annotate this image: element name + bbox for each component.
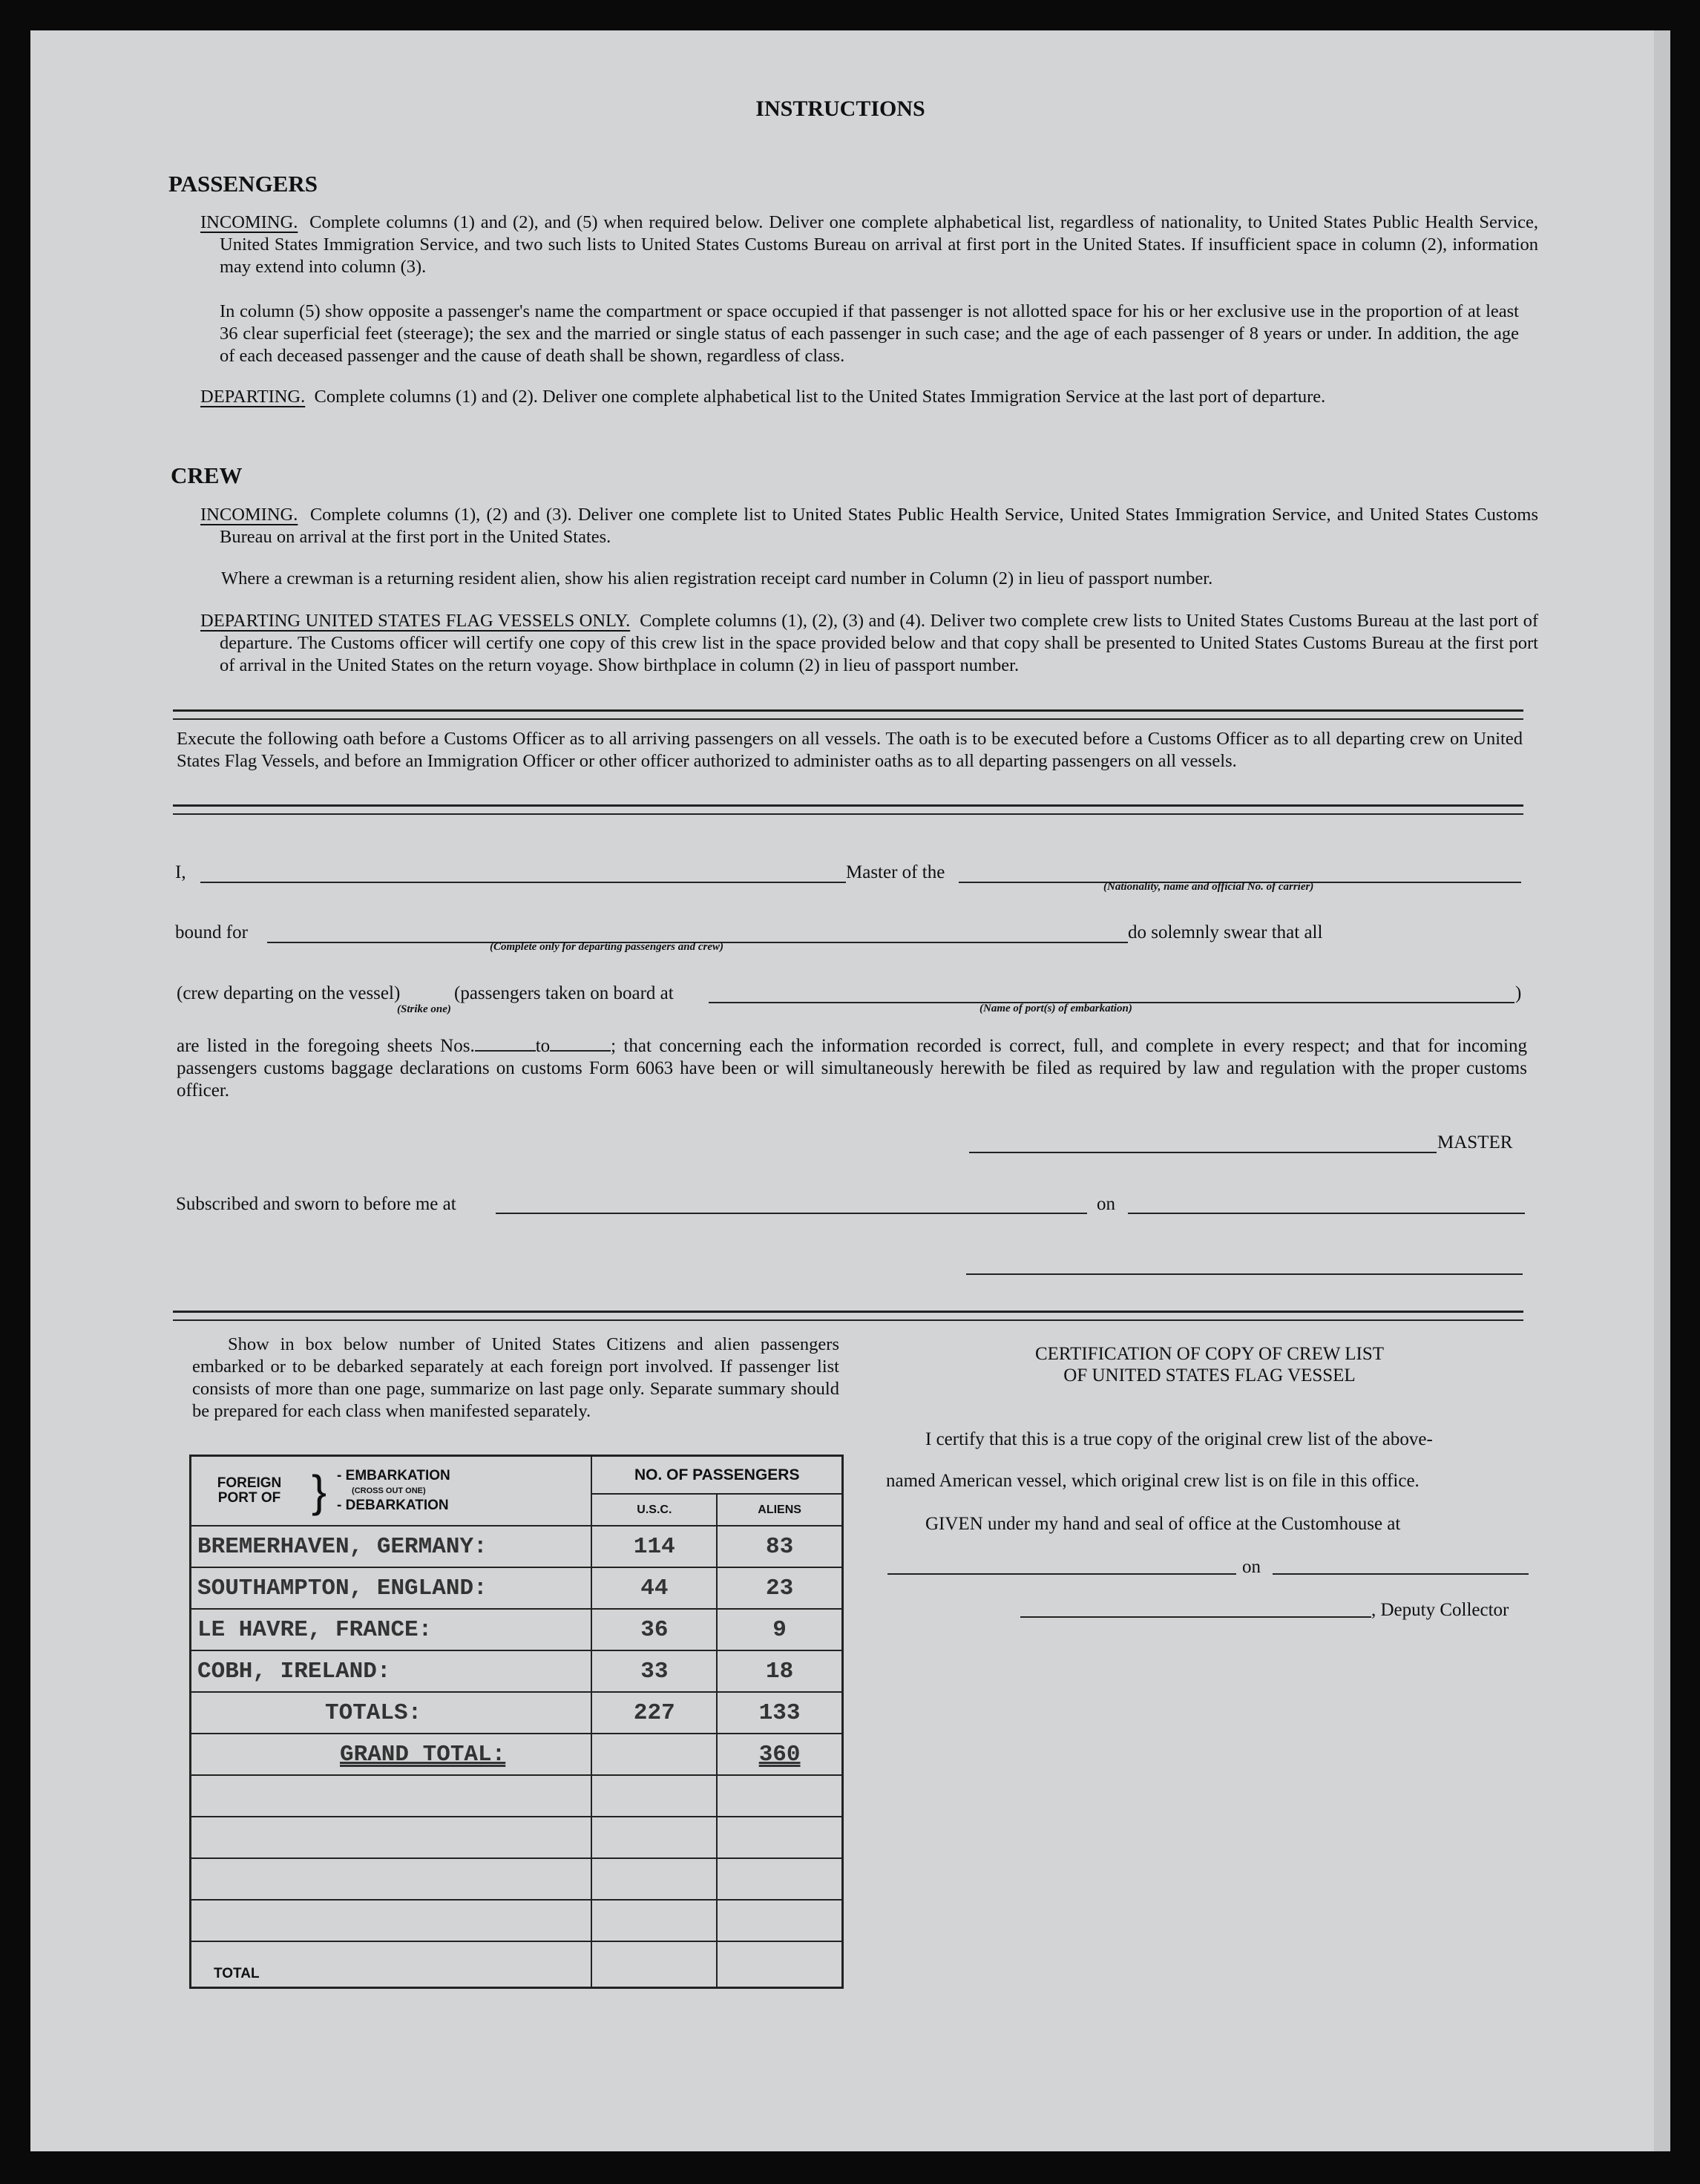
port-cell: SOUTHAMPTON, ENGLAND: (191, 1567, 592, 1609)
total-label: TOTAL (191, 1941, 592, 1988)
crew-departing-text: Complete columns (1), (2), (3) and (4). Deliver two complete crew lists to United States Customs Bureau at the last port of departure. The Customs officer will certify one copy of this crew list in the space provided below and that copy shall be presented to United States Customs Bureau at the first port of arrival in the United States on the return voyage. Show birthplace in column (2) in lieu of passport number. (220, 611, 1538, 675)
aliens-cell: 23 (717, 1567, 842, 1609)
swear-label: do solemnly swear that all (1128, 922, 1323, 942)
table-row (191, 1526, 843, 1567)
grand-total-label: GRAND TOTAL: (191, 1734, 592, 1775)
table-row (191, 1567, 843, 1609)
master-label: MASTER (1437, 1132, 1513, 1152)
total-row (191, 1941, 843, 1988)
bound-for-label: bound for (175, 922, 248, 942)
totals-row (191, 1692, 843, 1734)
crew-departing-label: DEPARTING UNITED STATES FLAG VESSELS ONLY. (200, 611, 631, 631)
usc-cell: 33 (591, 1650, 717, 1692)
certification-title (890, 1343, 1529, 1386)
subscribed-label: Subscribed and sworn to before me at (176, 1194, 456, 1214)
crew-incoming-text: Complete columns (1), (2) and (3). Deliver one complete list to United States Public Health Service, United States Immigration Service, and United States Customs Bureau on arrival at the first port in the United States. (220, 505, 1539, 547)
brace-icon: } (312, 1466, 327, 1516)
usc-cell: 36 (591, 1609, 717, 1650)
crew-incoming (200, 504, 1538, 548)
master-signature-field[interactable] (969, 1152, 1437, 1153)
port-cell: BREMERHAVEN, GERMANY: (191, 1526, 592, 1567)
oath-i: I, (175, 862, 186, 882)
totals-label: TOTALS: (191, 1692, 592, 1734)
crew-departing (200, 610, 1538, 677)
close-paren: ) (1515, 983, 1522, 1003)
passengers-heading: PASSENGERS (168, 171, 318, 197)
sworn-place-field[interactable] (496, 1213, 1087, 1214)
deputy-signature-field[interactable] (1020, 1616, 1371, 1618)
bound-hint: (Complete only for departing passengers and crew) (490, 941, 723, 953)
passengers-incoming (200, 211, 1538, 278)
port-cell: LE HAVRE, FRANCE: (191, 1609, 592, 1650)
port-label: FOREIGN PORT OF (217, 1475, 282, 1506)
ports-hint: (Name of port(s) of embarkation) (979, 1003, 1132, 1014)
divider (173, 709, 1523, 720)
passengers-column5: In column (5) show opposite a passenger's name the compartment or space occupied if that passenger is not allotted space for his or her exclusive use in the proportion of at least 36 clear superficial feet (steerage); the sex and the married or single status of each passenger in such case; and the age of each passenger of 8 years or under. In addition, the age of each deceased passenger and the cause of death shall be shown, regardless of class. (220, 301, 1519, 366)
table-row (191, 1817, 843, 1858)
debarkation-option: - DEBARKATION (337, 1498, 449, 1513)
table-row (191, 1609, 843, 1650)
divider (173, 804, 1523, 815)
passengers-departing (200, 386, 1538, 408)
crew-heading: CREW (171, 462, 243, 488)
sheet-from-field[interactable] (475, 1050, 536, 1052)
aliens-cell: 18 (717, 1650, 842, 1692)
listed-text-2: ; that concerning each the information recorded is correct, full, and complete in every respect; and that for incoming passengers customs baggage declarations on customs Form 6063 have been or will simultaneously herewith be filed as required by law and regulation with the proper customs officer. (177, 1036, 1527, 1101)
crew-incoming-label: INCOMING. (200, 505, 298, 525)
incoming-label: INCOMING. (200, 212, 298, 232)
deputy-collector-label: , Deputy Collector (1371, 1600, 1509, 1620)
crew-departing-option: (crew departing on the vessel) (177, 983, 401, 1003)
port-cell: COBH, IRELAND: (191, 1650, 592, 1692)
usc-cell: 114 (591, 1526, 717, 1567)
grand-total-row (191, 1734, 843, 1775)
on-label: on (1097, 1194, 1115, 1214)
oath-intro: Execute the following oath before a Customs Officer as to all arriving passengers on all vessels. The oath is to be executed before a Customs Officer as to all departing crew on United States Flag Vessels, and before an Immigration Officer or other officer authorized to administer oaths as to all departing passengers on all vessels. (177, 729, 1523, 771)
aliens-cell: 83 (717, 1526, 842, 1567)
table-row (191, 1650, 843, 1692)
table-row (191, 1858, 843, 1900)
incoming-text: Complete columns (1) and (2), and (5) when required below. Deliver one complete alphabetical list, regardless of nationality, to United States Public Health Service, United States Immigration Service, and two such lists to United States Customs Bureau on arrival at first port in the United States. If insufficient space in column (2), information may extend into column (3). (220, 212, 1539, 277)
empty-cell (591, 1734, 717, 1775)
certification-title-1: CERTIFICATION OF COPY OF CREW LIST (1034, 1344, 1385, 1364)
grand-total-value: 360 (717, 1734, 842, 1775)
certification-date-field[interactable] (1273, 1573, 1529, 1575)
oath-statement (177, 1035, 1527, 1102)
certification-title-2: OF UNITED STATES FLAG VESSEL (1063, 1365, 1356, 1386)
divider (173, 1311, 1523, 1321)
totals-aliens: 133 (717, 1692, 842, 1734)
table-row (191, 1775, 843, 1817)
aliens-header: ALIENS (717, 1494, 842, 1526)
embarkation-option: - EMBARKATION (337, 1468, 450, 1483)
page-title: INSTRUCTIONS (755, 96, 925, 121)
sheet-to-field[interactable] (550, 1050, 611, 1052)
officer-signature-field[interactable] (966, 1273, 1523, 1275)
passenger-summary-table (189, 1455, 844, 1989)
certification-on-label: on (1242, 1557, 1261, 1577)
port-header (191, 1456, 592, 1526)
master-of-the-label: Master of the (846, 862, 945, 882)
sworn-date-field[interactable] (1128, 1213, 1525, 1214)
aliens-cell: 9 (717, 1609, 842, 1650)
page-edge (1654, 30, 1670, 2151)
summary-intro: Show in box below number of United States Citizens and alien passengers embarked or to be debarked separately at each foreign port involved. If passenger list consists of more than one page, summarize on last page only. Separate summary should be prepared for each class when manifested separately. (192, 1334, 839, 1421)
crew-resident: Where a crewman is a returning resident alien, show his alien registration receipt card number in Column (2) in lieu of passport number. (221, 568, 1213, 588)
customhouse-field[interactable] (887, 1573, 1236, 1575)
usc-header: U.S.C. (591, 1494, 717, 1526)
certification-line-2: named American vessel, which original crew list is on file in this office. (886, 1471, 1420, 1491)
departing-label: DEPARTING. (200, 387, 306, 407)
certification-line-3: GIVEN under my hand and seal of office at the Customhouse at (925, 1514, 1401, 1534)
to-label: to (535, 1036, 551, 1056)
strike-one-hint: (Strike one) (397, 1003, 451, 1015)
table-row (191, 1900, 843, 1941)
usc-cell: 44 (591, 1567, 717, 1609)
departing-text: Complete columns (1) and (2). Deliver one complete alphabetical list to the United States Immigration Service at the last port of departure. (314, 387, 1326, 407)
passengers-header: NO. OF PASSENGERS (591, 1456, 842, 1495)
master-name-field[interactable] (200, 882, 846, 883)
carrier-hint: (Nationality, name and official No. of carrier) (1103, 881, 1314, 893)
totals-usc: 227 (591, 1692, 717, 1734)
certification-line-1: I certify that this is a true copy of the original crew list of the above- (925, 1429, 1433, 1449)
passengers-taken-option: (passengers taken on board at (454, 983, 674, 1003)
listed-text: are listed in the foregoing sheets Nos. (177, 1036, 475, 1056)
cross-out-hint: (CROSS OUT ONE) (352, 1486, 426, 1495)
